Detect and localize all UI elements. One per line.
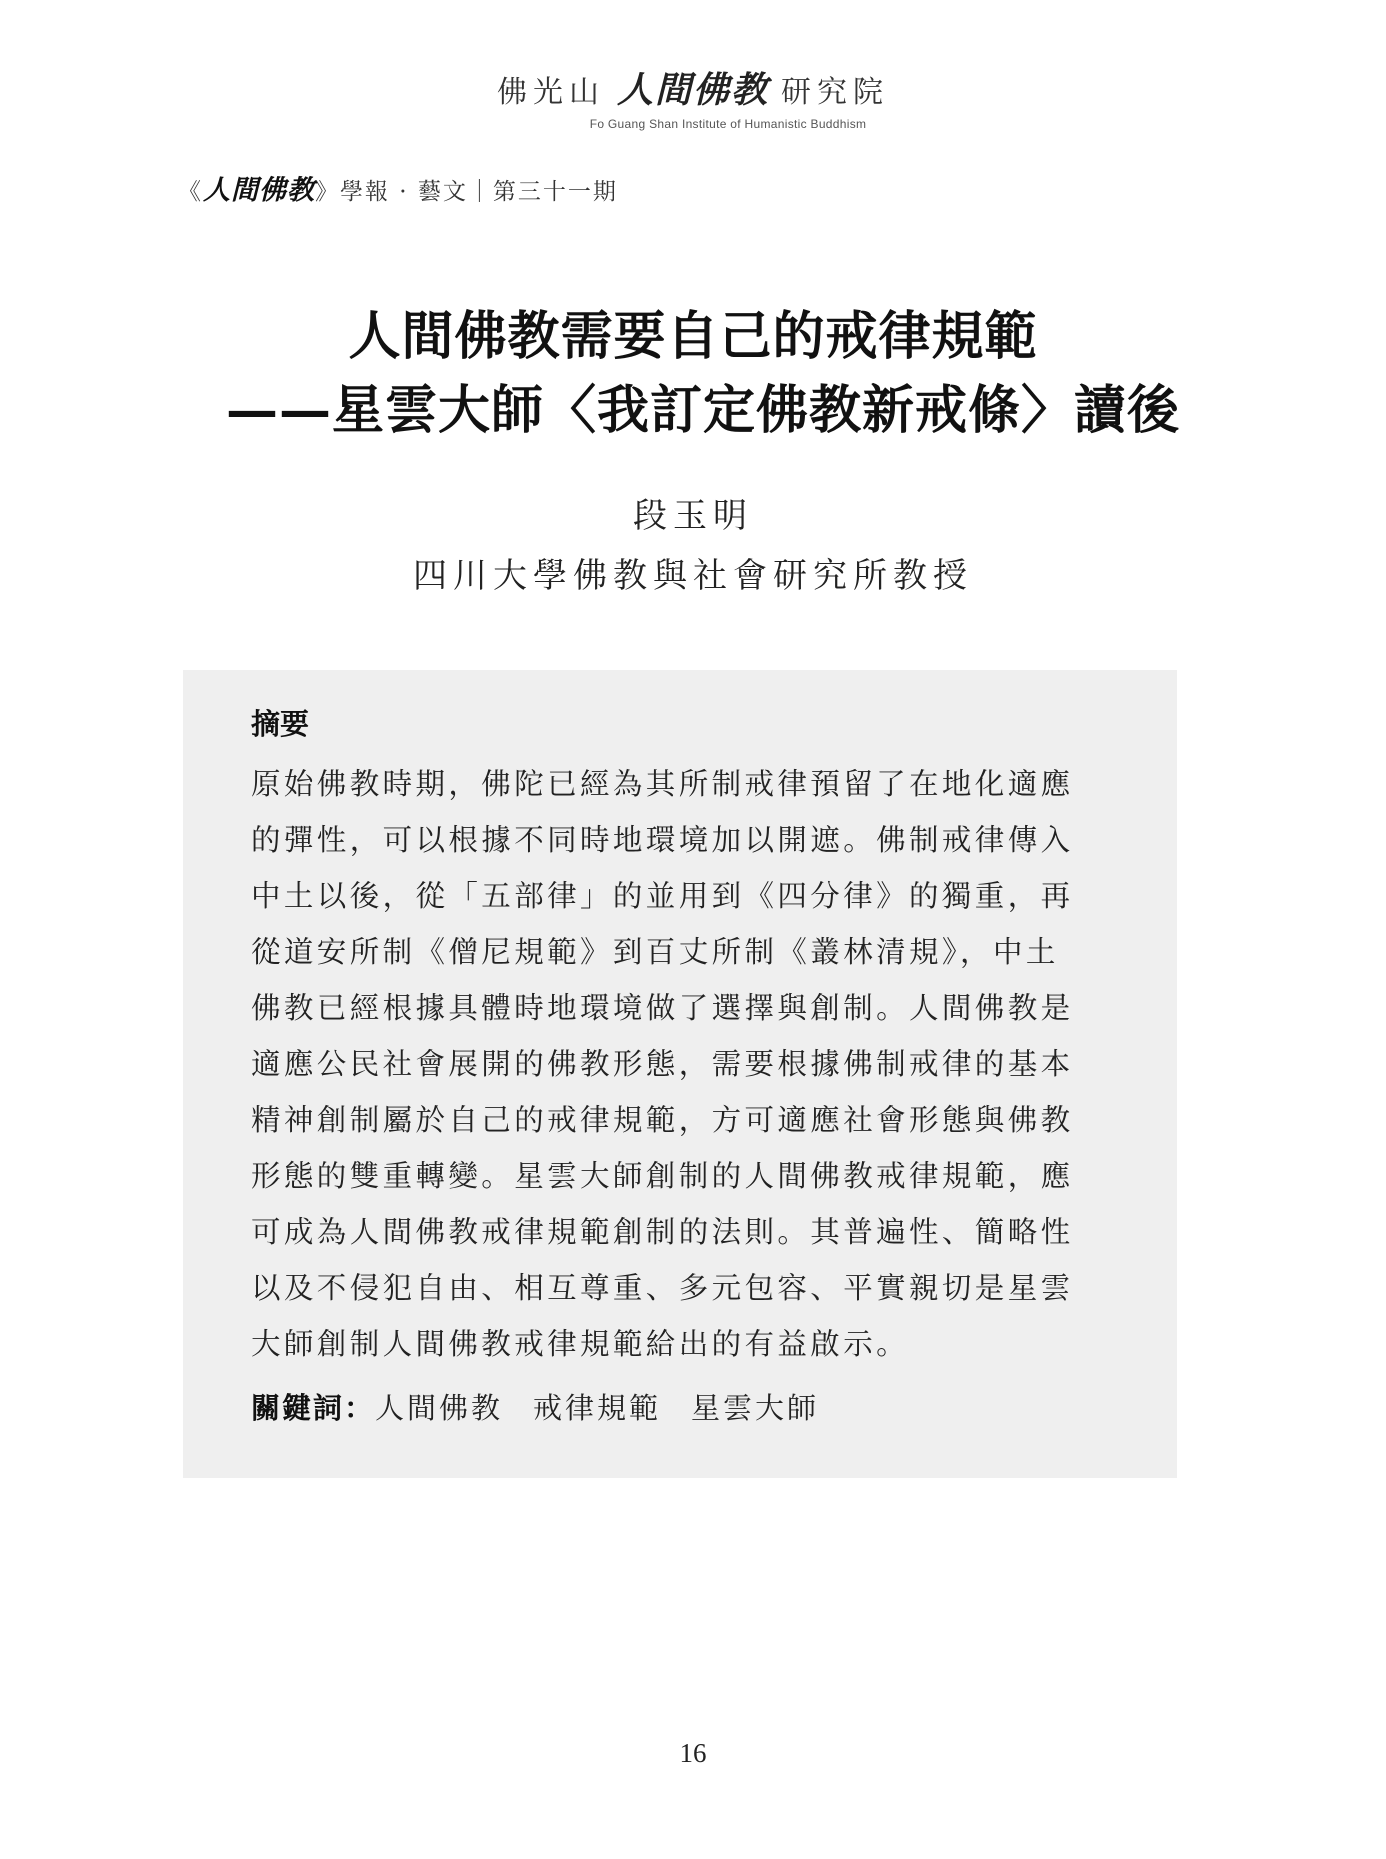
institute-logo-text: 人間佛教 <box>616 70 769 111</box>
title-line-main: 人間佛教需要自己的戒律規範 <box>348 306 1038 367</box>
journal-issue: 》學報 · 藝文｜第三十一期 <box>315 179 618 205</box>
abstract-line: 原始佛教時期，佛陀已經為其所制戒律預留了在地化適應 <box>251 767 1074 801</box>
abstract-line: 可成為人間佛教戒律規範創制的法則。其普遍性、簡略性 <box>251 1215 1074 1249</box>
journal-open-bracket: 《 <box>178 179 203 205</box>
abstract-line: 精神創制屬於自己的戒律規範，方可適應社會形態與佛教 <box>251 1103 1074 1137</box>
institute-name-english: Fo Guang Shan Institute of Humanistic Buddhism <box>589 117 867 131</box>
abstract-line: 適應公民社會展開的佛教形態，需要根據佛制戒律的基本 <box>251 1047 1074 1081</box>
abstract-line: 佛教已經根據具體時地環境做了選擇與創制。人間佛教是 <box>251 991 1074 1025</box>
abstract-line: 大師創制人間佛教戒律規範給出的有益啟示。 <box>251 1327 910 1361</box>
abstract-line: 從道安所制《僧尼規範》到百丈所制《叢林清規》，中土 <box>251 935 1059 969</box>
keyword: 星雲大師 <box>691 1391 820 1425</box>
author-affiliation: 四川大學佛教與社會研究所教授 <box>413 556 973 596</box>
institute-header <box>0 62 1386 131</box>
journal-running-head <box>178 168 618 207</box>
title-line-subtitle: ——星雲大師〈我訂定佛教新戒條〉讀後 <box>225 380 1180 441</box>
abstract-line: 以及不侵犯自由、相互尊重、多元包容、平實親切是星雲 <box>251 1271 1074 1305</box>
journal-brand: 人間佛教 <box>203 175 315 206</box>
abstract-box <box>183 670 1177 1478</box>
author-name: 段玉明 <box>633 496 753 536</box>
abstract-line: 形態的雙重轉變。星雲大師創制的人間佛教戒律規範，應 <box>251 1159 1074 1193</box>
keyword: 人間佛教 <box>375 1391 504 1425</box>
keywords-label: 關鍵詞： <box>251 1391 376 1425</box>
page-number: 16 <box>679 1738 707 1768</box>
keywords <box>251 1386 849 1427</box>
abstract-line: 的彈性，可以根據不同時地環境加以開遮。佛制戒律傳入 <box>251 823 1074 857</box>
institute-name-left: 佛光山 <box>496 75 605 110</box>
keyword: 戒律規範 <box>533 1391 662 1425</box>
abstract-line: 中土以後，從「五部律」的並用到《四分律》的獨重，再 <box>251 879 1074 913</box>
institute-name <box>497 62 889 113</box>
institute-name-right: 研究院 <box>781 75 889 110</box>
abstract-heading: 摘要 <box>251 707 310 741</box>
article-title <box>0 300 1386 448</box>
abstract-body <box>251 756 1111 1372</box>
